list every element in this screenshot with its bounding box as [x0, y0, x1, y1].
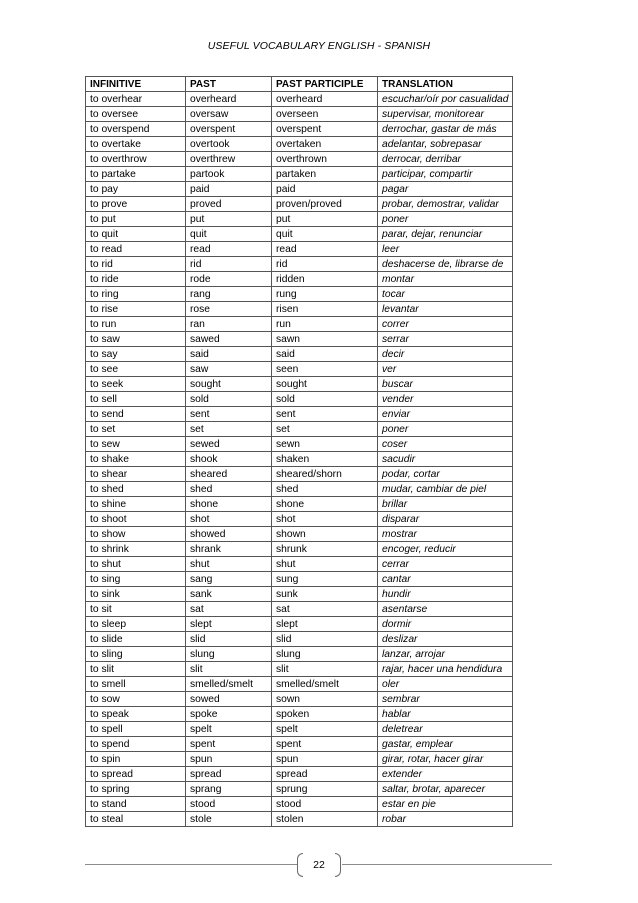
cell-past: sank — [186, 587, 272, 602]
cell-past: read — [186, 242, 272, 257]
cell-infinitive: to shut — [86, 557, 186, 572]
cell-infinitive: to smell — [86, 677, 186, 692]
cell-past-participle: paid — [272, 182, 378, 197]
cell-past: sowed — [186, 692, 272, 707]
cell-past-participle: proven/proved — [272, 197, 378, 212]
table-row — [86, 662, 513, 677]
cell-infinitive: to sell — [86, 392, 186, 407]
cell-infinitive: to overtake — [86, 137, 186, 152]
cell-past: slung — [186, 647, 272, 662]
table-row — [86, 572, 513, 587]
cell-past-participle: stood — [272, 797, 378, 812]
cell-translation: decir — [378, 347, 513, 362]
table-row — [86, 677, 513, 692]
cell-past-participle: stolen — [272, 812, 378, 827]
cell-past-participle: sold — [272, 392, 378, 407]
table-row — [86, 197, 513, 212]
cell-past-participle: spread — [272, 767, 378, 782]
cell-past-participle: sat — [272, 602, 378, 617]
table-row — [86, 287, 513, 302]
cell-past: overthrew — [186, 152, 272, 167]
cell-translation: encoger, reducir — [378, 542, 513, 557]
cell-translation: podar, cortar — [378, 467, 513, 482]
cell-translation: correr — [378, 317, 513, 332]
cell-translation: cantar — [378, 572, 513, 587]
cell-past-participle: sheared/shorn — [272, 467, 378, 482]
cell-past-participle: ridden — [272, 272, 378, 287]
table-row — [86, 527, 513, 542]
table-body — [86, 92, 513, 827]
cell-infinitive: to see — [86, 362, 186, 377]
cell-past: rid — [186, 257, 272, 272]
table-row — [86, 92, 513, 107]
table-row — [86, 302, 513, 317]
cell-translation: girar, rotar, hacer girar — [378, 752, 513, 767]
table-row — [86, 227, 513, 242]
column-header-translation: TRANSLATION — [378, 77, 513, 92]
column-header-past: PAST — [186, 77, 272, 92]
cell-past: oversaw — [186, 107, 272, 122]
table-row — [86, 752, 513, 767]
cell-past: rose — [186, 302, 272, 317]
table-row — [86, 767, 513, 782]
cell-translation: montar — [378, 272, 513, 287]
cell-translation: estar en pie — [378, 797, 513, 812]
page-header-title: USEFUL VOCABULARY ENGLISH - SPANISH — [207, 40, 431, 52]
cell-past-participle: shaken — [272, 452, 378, 467]
cell-past: slit — [186, 662, 272, 677]
cell-past: sewed — [186, 437, 272, 452]
cell-infinitive: to steal — [86, 812, 186, 827]
cell-infinitive: to spread — [86, 767, 186, 782]
cell-infinitive: to prove — [86, 197, 186, 212]
cell-past: slid — [186, 632, 272, 647]
column-header-infinitive: INFINITIVE — [86, 77, 186, 92]
cell-translation: mostrar — [378, 527, 513, 542]
cell-past: sent — [186, 407, 272, 422]
cell-past-participle: overthrown — [272, 152, 378, 167]
table-row — [86, 212, 513, 227]
cell-past-participle: slung — [272, 647, 378, 662]
table-row — [86, 707, 513, 722]
cell-infinitive: to ring — [86, 287, 186, 302]
cell-translation: oler — [378, 677, 513, 692]
cell-past: partook — [186, 167, 272, 182]
cell-infinitive: to sow — [86, 692, 186, 707]
cell-infinitive: to ride — [86, 272, 186, 287]
page-number-bracket-right — [335, 853, 341, 877]
cell-past-participle: sent — [272, 407, 378, 422]
cell-past: sold — [186, 392, 272, 407]
cell-past-participle: shut — [272, 557, 378, 572]
cell-past: ran — [186, 317, 272, 332]
cell-infinitive: to sink — [86, 587, 186, 602]
cell-past: slept — [186, 617, 272, 632]
cell-past: shut — [186, 557, 272, 572]
table-header-row — [86, 77, 513, 92]
cell-past: proved — [186, 197, 272, 212]
table-row — [86, 437, 513, 452]
cell-translation: hundir — [378, 587, 513, 602]
cell-past-participle: slept — [272, 617, 378, 632]
cell-translation: enviar — [378, 407, 513, 422]
cell-past-participle: shed — [272, 482, 378, 497]
cell-past: saw — [186, 362, 272, 377]
cell-past: paid — [186, 182, 272, 197]
table-row — [86, 137, 513, 152]
table-row — [86, 107, 513, 122]
cell-translation: levantar — [378, 302, 513, 317]
cell-translation: gastar, emplear — [378, 737, 513, 752]
cell-translation: asentarse — [378, 602, 513, 617]
cell-past-participle: sprung — [272, 782, 378, 797]
cell-infinitive: to seek — [86, 377, 186, 392]
cell-past: shook — [186, 452, 272, 467]
column-header-past-participle: PAST PARTICIPLE — [272, 77, 378, 92]
cell-infinitive: to shrink — [86, 542, 186, 557]
cell-translation: coser — [378, 437, 513, 452]
table-row — [86, 182, 513, 197]
cell-past: said — [186, 347, 272, 362]
cell-translation: escuchar/oír por casualidad — [378, 92, 513, 107]
cell-translation: deslizar — [378, 632, 513, 647]
cell-translation: tocar — [378, 287, 513, 302]
table-row — [86, 782, 513, 797]
cell-translation: derrochar, gastar de más — [378, 122, 513, 137]
table-row — [86, 557, 513, 572]
cell-past-participle: overseen — [272, 107, 378, 122]
cell-translation: dormir — [378, 617, 513, 632]
cell-past-participle: overheard — [272, 92, 378, 107]
cell-past: overheard — [186, 92, 272, 107]
table-row — [86, 407, 513, 422]
cell-past: spelt — [186, 722, 272, 737]
cell-translation: hablar — [378, 707, 513, 722]
cell-infinitive: to shed — [86, 482, 186, 497]
cell-past-participle: rung — [272, 287, 378, 302]
cell-past: stood — [186, 797, 272, 812]
cell-past: sang — [186, 572, 272, 587]
cell-translation: derrocar, derribar — [378, 152, 513, 167]
cell-past: sprang — [186, 782, 272, 797]
cell-past: shrank — [186, 542, 272, 557]
cell-infinitive: to rid — [86, 257, 186, 272]
cell-translation: probar, demostrar, validar — [378, 197, 513, 212]
cell-translation: mudar, cambiar de piel — [378, 482, 513, 497]
table-row — [86, 347, 513, 362]
cell-translation: extender — [378, 767, 513, 782]
table-row — [86, 122, 513, 137]
cell-translation: pagar — [378, 182, 513, 197]
cell-translation: saltar, brotar, aparecer — [378, 782, 513, 797]
cell-translation: brillar — [378, 497, 513, 512]
table-row — [86, 152, 513, 167]
table-row — [86, 617, 513, 632]
table-row — [86, 392, 513, 407]
table-row — [86, 467, 513, 482]
cell-past-participle: rid — [272, 257, 378, 272]
cell-past: smelled/smelt — [186, 677, 272, 692]
footer-divider-left — [85, 864, 297, 865]
cell-past-participle: shone — [272, 497, 378, 512]
cell-infinitive: to sling — [86, 647, 186, 662]
cell-past: spun — [186, 752, 272, 767]
cell-translation: participar, compartir — [378, 167, 513, 182]
cell-past-participle: sown — [272, 692, 378, 707]
cell-past-participle: slid — [272, 632, 378, 647]
cell-infinitive: to quit — [86, 227, 186, 242]
cell-infinitive: to saw — [86, 332, 186, 347]
cell-infinitive: to shake — [86, 452, 186, 467]
cell-past-participle: run — [272, 317, 378, 332]
table-row — [86, 587, 513, 602]
cell-past-participle: overtaken — [272, 137, 378, 152]
cell-infinitive: to spring — [86, 782, 186, 797]
table-row — [86, 722, 513, 737]
cell-past: rode — [186, 272, 272, 287]
cell-past-participle: slit — [272, 662, 378, 677]
cell-past: rang — [186, 287, 272, 302]
cell-past-participle: sewn — [272, 437, 378, 452]
cell-translation: supervisar, monitorear — [378, 107, 513, 122]
cell-translation: vender — [378, 392, 513, 407]
cell-infinitive: to spend — [86, 737, 186, 752]
cell-past-participle: spoken — [272, 707, 378, 722]
cell-past-participle: smelled/smelt — [272, 677, 378, 692]
cell-infinitive: to put — [86, 212, 186, 227]
cell-infinitive: to shoot — [86, 512, 186, 527]
cell-past-participle: said — [272, 347, 378, 362]
cell-translation: lanzar, arrojar — [378, 647, 513, 662]
cell-translation: sacudir — [378, 452, 513, 467]
cell-infinitive: to sleep — [86, 617, 186, 632]
table-row — [86, 692, 513, 707]
cell-infinitive: to slit — [86, 662, 186, 677]
table-row — [86, 602, 513, 617]
cell-translation: serrar — [378, 332, 513, 347]
table-row — [86, 332, 513, 347]
cell-infinitive: to rise — [86, 302, 186, 317]
cell-infinitive: to sew — [86, 437, 186, 452]
cell-past-participle: sunk — [272, 587, 378, 602]
cell-infinitive: to overthrow — [86, 152, 186, 167]
cell-past-participle: shrunk — [272, 542, 378, 557]
cell-translation: deshacerse de, librarse de — [378, 257, 513, 272]
cell-infinitive: to partake — [86, 167, 186, 182]
cell-past-participle: seen — [272, 362, 378, 377]
page-number: 22 — [313, 859, 325, 871]
cell-past-participle: partaken — [272, 167, 378, 182]
cell-past-participle: spent — [272, 737, 378, 752]
footer-divider-right — [342, 864, 552, 865]
cell-past: sat — [186, 602, 272, 617]
cell-past: spread — [186, 767, 272, 782]
cell-translation: cerrar — [378, 557, 513, 572]
cell-infinitive: to overspend — [86, 122, 186, 137]
cell-past-participle: quit — [272, 227, 378, 242]
cell-translation: sembrar — [378, 692, 513, 707]
cell-translation: leer — [378, 242, 513, 257]
cell-infinitive: to send — [86, 407, 186, 422]
table-row — [86, 257, 513, 272]
table-row — [86, 272, 513, 287]
cell-past: spent — [186, 737, 272, 752]
table-row — [86, 737, 513, 752]
table-row — [86, 377, 513, 392]
cell-translation: parar, dejar, renunciar — [378, 227, 513, 242]
table-row — [86, 497, 513, 512]
table-row — [86, 632, 513, 647]
cell-past-participle: spun — [272, 752, 378, 767]
cell-infinitive: to slide — [86, 632, 186, 647]
cell-infinitive: to set — [86, 422, 186, 437]
cell-translation: deletrear — [378, 722, 513, 737]
table-row — [86, 167, 513, 182]
cell-infinitive: to oversee — [86, 107, 186, 122]
table-row — [86, 797, 513, 812]
cell-translation: buscar — [378, 377, 513, 392]
cell-past-participle: shot — [272, 512, 378, 527]
table-row — [86, 647, 513, 662]
cell-past: quit — [186, 227, 272, 242]
cell-past-participle: overspent — [272, 122, 378, 137]
cell-past: sought — [186, 377, 272, 392]
cell-infinitive: to spell — [86, 722, 186, 737]
cell-past: spoke — [186, 707, 272, 722]
cell-past-participle: shown — [272, 527, 378, 542]
cell-past: showed — [186, 527, 272, 542]
cell-translation: poner — [378, 212, 513, 227]
table-row — [86, 812, 513, 827]
table-row — [86, 452, 513, 467]
cell-past: sawed — [186, 332, 272, 347]
table-row — [86, 242, 513, 257]
cell-past-participle: read — [272, 242, 378, 257]
cell-past-participle: spelt — [272, 722, 378, 737]
cell-translation: poner — [378, 422, 513, 437]
cell-past: stole — [186, 812, 272, 827]
cell-infinitive: to shear — [86, 467, 186, 482]
table-row — [86, 482, 513, 497]
cell-translation: adelantar, sobrepasar — [378, 137, 513, 152]
cell-past: shot — [186, 512, 272, 527]
cell-past-participle: put — [272, 212, 378, 227]
cell-translation: ver — [378, 362, 513, 377]
cell-past: shone — [186, 497, 272, 512]
cell-past-participle: sung — [272, 572, 378, 587]
cell-translation: robar — [378, 812, 513, 827]
cell-infinitive: to say — [86, 347, 186, 362]
vocabulary-table — [85, 76, 513, 827]
cell-infinitive: to sing — [86, 572, 186, 587]
table-row — [86, 512, 513, 527]
cell-past-participle: set — [272, 422, 378, 437]
cell-infinitive: to sit — [86, 602, 186, 617]
cell-translation: disparar — [378, 512, 513, 527]
table-row — [86, 317, 513, 332]
cell-translation: rajar, hacer una hendidura — [378, 662, 513, 677]
cell-infinitive: to pay — [86, 182, 186, 197]
cell-infinitive: to read — [86, 242, 186, 257]
cell-past-participle: sawn — [272, 332, 378, 347]
cell-past-participle: risen — [272, 302, 378, 317]
cell-past: overspent — [186, 122, 272, 137]
table-row — [86, 422, 513, 437]
cell-past: sheared — [186, 467, 272, 482]
cell-past: overtook — [186, 137, 272, 152]
cell-infinitive: to speak — [86, 707, 186, 722]
cell-infinitive: to show — [86, 527, 186, 542]
cell-infinitive: to overhear — [86, 92, 186, 107]
cell-past: put — [186, 212, 272, 227]
cell-infinitive: to shine — [86, 497, 186, 512]
cell-past: shed — [186, 482, 272, 497]
cell-infinitive: to run — [86, 317, 186, 332]
cell-infinitive: to stand — [86, 797, 186, 812]
cell-past-participle: sought — [272, 377, 378, 392]
cell-infinitive: to spin — [86, 752, 186, 767]
cell-past: set — [186, 422, 272, 437]
table-row — [86, 542, 513, 557]
table-row — [86, 362, 513, 377]
